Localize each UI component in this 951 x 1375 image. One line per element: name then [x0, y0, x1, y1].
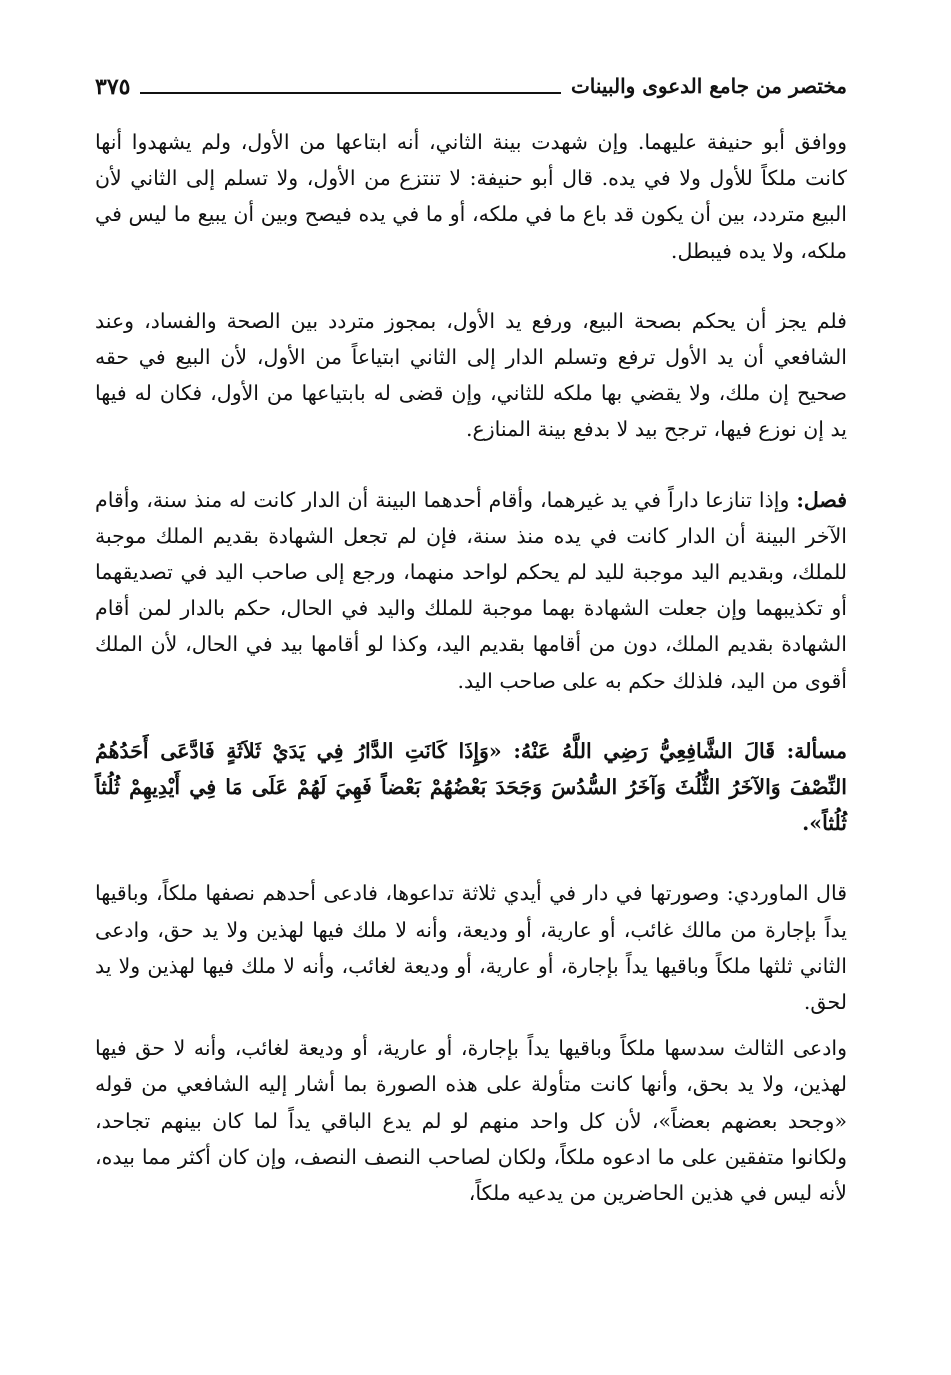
paragraph-text: وادعى الثالث سدسها ملكاً وباقيها يداً بإجارة، أو عارية، أو وديعة لغائب، وأنه لا حق فيها لهذين، ولا يد بحق، وأنها كانت متأولة على هذه الصورة بما أشار إليه الشافعي من قوله «وجحد بعضهم بعضاً»، لأن كل واحد منهم لو لم يدع الباقي يداً لما كان بينهم تجاحد، ولكانوا متفقين على ما ادعوه ملكاً، ولكان لصاحب النصف النصف، وإن كان أكثر مما بيده، لأنه ليس في هذين الحاضرين من يدعيه ملكاً، [95, 1036, 847, 1206]
paragraph-text: قال الماوردي: وصورتها في دار في أيدي ثلاثة تداعوها، فادعى أحدهم نصفها ملكاً، وباقيها يداً بإجارة من مالك غائب، أو عارية، أو وديعة، وأنه لا ملك فيها لهذين ولا يد حق، وادعى الثاني ثلثها ملكاً وباقيها يداً بإجارة، أو عارية، أو وديعة لغائب، وأنه لا ملك فيها لهذين ولا يد لحق. [95, 881, 847, 1015]
paragraph-gap [95, 841, 847, 875]
paragraph-2 [95, 303, 847, 448]
paragraph-fasl [95, 482, 847, 699]
paragraph-text: رَضِي اللَّهُ عَنْهُ: «وَإِذَا كَانَتِ الدَّارُ فِي يَدَيْ ثَلاَثَةٍ فَادَّعَى أَحَدُهُمُ النِّصْفَ وَالآخَرُ الثُّلُثَ وَآخَرُ السُّدُسَ وَجَحَدَ بَعْضُهُمْ بَعْضاً فَهِيَ لَهُمْ عَلَى مَا فِي أَيْدِيهِمْ ثُلُثاً ثُلُثاً». [95, 738, 847, 836]
section-label: فصل: [796, 487, 847, 512]
paragraph-gap [95, 699, 847, 733]
paragraph-1 [95, 124, 847, 269]
header-rule [140, 92, 561, 94]
paragraph-text: وإذا تنازعا داراً في يد غيرهما، وأقام أحدهما البينة أن الدار كانت له منذ سنة، وأقام الآخر البينة أن الدار كانت في يده منذ سنة، فإن لم تجعل الشهادة بقديم الملك موجبة للملك، وبقديم اليد موجبة لليد لم يحكم لواحد منهما، ورجع إلى صاحب اليد في تصديقهما أو تكذيبهما وإن جعلت الشهادة بهما موجبة للملك واليد في الحال، حكم بالدار لمن أقام الشهادة بقديم الملك، دون من أقامها بقديم اليد، وكذا لو أقامها بيد في الحال، لأن الملك أقوى من اليد، فلذلك حكم به على صاحب اليد. [95, 487, 847, 693]
running-header [95, 62, 847, 102]
masala-label: مسألة: قَالَ الشَّافِعِيُّ [659, 738, 847, 763]
paragraph-last [95, 1030, 847, 1211]
paragraph-mawardi [95, 875, 847, 1020]
paragraph-gap [95, 1020, 847, 1030]
page-number: ٣٧٥ [95, 74, 131, 100]
paragraph-gap [95, 448, 847, 482]
page-body [95, 124, 847, 1211]
book-title: مختصر من جامع الدعوى والبينات [570, 74, 847, 98]
paragraph-text: ووافق أبو حنيفة عليهما. وإن شهدت بينة الثاني، أنه ابتاعها من الأول، ولم يشهدوا أنها كانت ملكاً للأول ولا في يده. قال أبو حنيفة: لا تنتزع من الأول، ولا تسلم إلى الثاني لأن البيع متردد، بين أن يكون قد باع ما في ملكه، أو ما في يده فيصح وبين أن يبيع ما ليس في ملكه، ولا يده فيبطل. [95, 130, 847, 263]
paragraph-text: فلم يجز أن يحكم بصحة البيع، ورفع يد الأول، بمجوز متردد بين الصحة والفساد، وعند الشافعي أن يد الأول ترفع وتسلم الدار إلى الثاني ابتياعاً من الأول، لأن البيع في حقه صحيح إن ملك، ولا يقضي بها ملكه للثاني، وإن قضى له بابتياعها من الأول، فكان له فيها يد إن نوزع فيها، ترجح بيد لا بدفع بينة المنازع. [95, 308, 847, 442]
paragraph-gap [95, 269, 847, 303]
paragraph-masala [95, 733, 847, 842]
